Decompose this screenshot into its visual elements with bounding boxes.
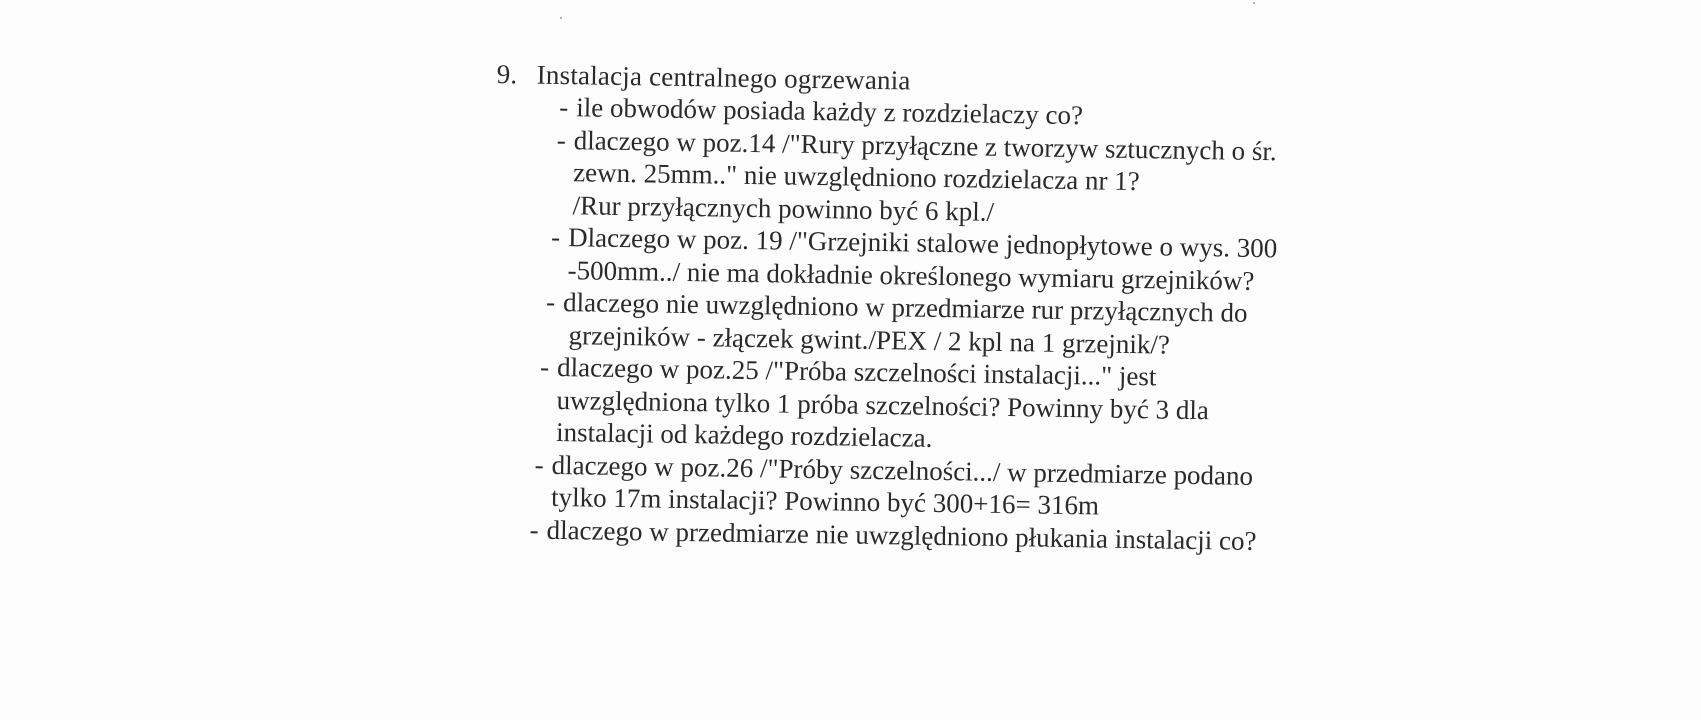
section-9 <box>489 58 1497 561</box>
question-item <box>539 351 1492 463</box>
bullet-dash: - <box>539 351 550 382</box>
bullet-dash: - <box>550 221 561 253</box>
bullet-dash: - <box>529 514 539 545</box>
bullet-dash: - <box>559 91 569 123</box>
question-line: tylko 17m instalacji? Powinno być 300+16= 316m <box>550 481 1100 521</box>
question-line: zewn. 25mm.." nie uwzględniono rozdzielacza nr 1? <box>572 157 1140 197</box>
question-line: dlaczego w przedmiarze nie uwzględniono płukania instalacji co? <box>546 514 1257 556</box>
bullet-dash: - <box>556 124 566 155</box>
question-line: -500mm../ nie ma dokładnie określonego wymiaru grzejników? <box>567 254 1255 296</box>
question-line: grzejników - złączek gwint./PEX / 2 kpl na 1 grzejnik/? <box>568 319 1171 360</box>
question-line: /Rur przyłącznych powinno być 6 kpl./ <box>572 189 995 227</box>
question-line: dlaczego nie uwzględniono w przedmiarze rur przyłącznych do <box>562 287 1248 328</box>
question-line: dlaczego w poz.25 /"Próba szczelności instalacji..." jest <box>556 351 1157 392</box>
question-line: instalacji od każdego rozdzielacza. <box>555 416 933 453</box>
scan-speck <box>1253 2 1255 4</box>
question-line: uwzględniona tylko 1 próba szczelności? Powinny być 3 dla <box>556 384 1210 425</box>
question-line: dlaczego w poz.26 /"Próby szczelności.../ w przedmiarze podano <box>551 449 1254 491</box>
question-line: Dlaczego w poz. 19 /"Grzejniki stalowe jednopłytowe o wys. 300 <box>567 222 1278 264</box>
question-list <box>489 90 1496 561</box>
section-number: 9. <box>496 58 518 90</box>
bullet-dash: - <box>534 449 544 480</box>
question-line: ile obwodów posiada każdy z rozdzielaczy co? <box>576 92 1084 131</box>
question-line: dlaczego w poz.14 /"Rury przyłączne z tworzyw sztucznych o śr. <box>573 124 1277 166</box>
scan-speck <box>560 17 562 19</box>
question-item <box>555 123 1495 235</box>
bullet-dash: - <box>545 286 556 317</box>
section-title: Instalacja centralnego ogrzewania <box>536 59 911 96</box>
